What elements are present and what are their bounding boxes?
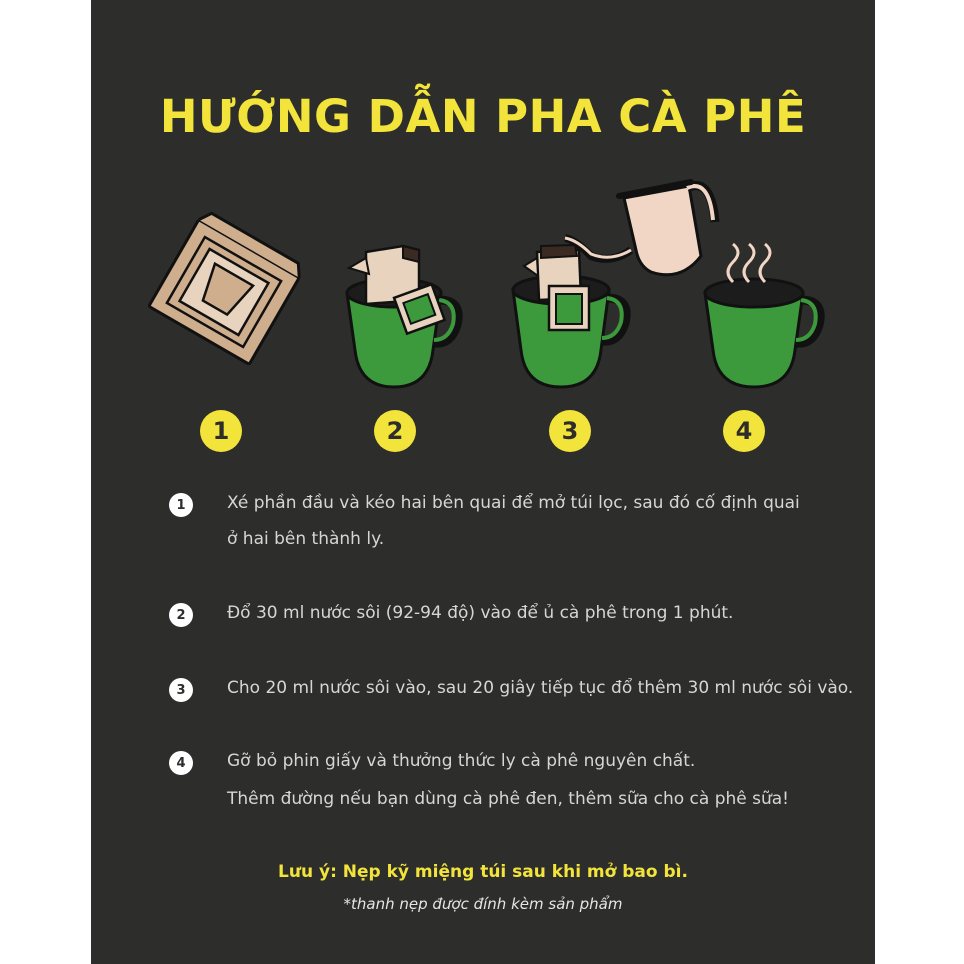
step-text-line-1: Xé phần đầu và kéo hai bên quai để mở túi lọc, sau đó cố định quai bbox=[227, 493, 800, 513]
illustration-strip bbox=[91, 0, 875, 470]
step-number-dot: 3 bbox=[169, 678, 193, 702]
step-text-line-1: Cho 20 ml nước sôi vào, sau 20 giây tiếp tục đổ thêm 30 ml nước sôi vào. bbox=[227, 678, 854, 698]
step-text-line-1: Gỡ bỏ phin giấy và thưởng thức ly cà phê nguyên chất. bbox=[227, 751, 696, 771]
step-badge-3: 3 bbox=[549, 410, 591, 452]
kettle-pouring-icon bbox=[513, 182, 715, 387]
step-badge-4: 4 bbox=[723, 410, 765, 452]
steaming-mug-icon bbox=[705, 244, 820, 387]
step-text-line-1: Đổ 30 ml nước sôi (92-94 độ) vào để ủ cà phê trong 1 phút. bbox=[227, 603, 734, 623]
step-badge-2: 2 bbox=[374, 410, 416, 452]
drip-bag-icon bbox=[149, 209, 305, 364]
instruction-card bbox=[91, 0, 875, 964]
storage-note: Lưu ý: Nẹp kỹ miệng túi sau khi mở bao bì. bbox=[278, 862, 688, 882]
mug-with-filter-icon bbox=[347, 246, 493, 387]
step-number-dot: 1 bbox=[169, 493, 193, 517]
step-number-dot: 4 bbox=[169, 751, 193, 775]
step-badge-1: 1 bbox=[200, 410, 242, 452]
step-text-line-2: ở hai bên thành ly. bbox=[227, 529, 385, 549]
step-text-line-2: Thêm đường nếu bạn dùng cà phê đen, thêm sữa cho cà phê sữa! bbox=[227, 789, 789, 809]
page-title: HƯỚNG DẪN PHA CÀ PHÊ bbox=[159, 90, 807, 143]
storage-subnote: *thanh nẹp được đính kèm sản phẩm bbox=[343, 895, 623, 913]
step-number-dot: 2 bbox=[169, 603, 193, 627]
